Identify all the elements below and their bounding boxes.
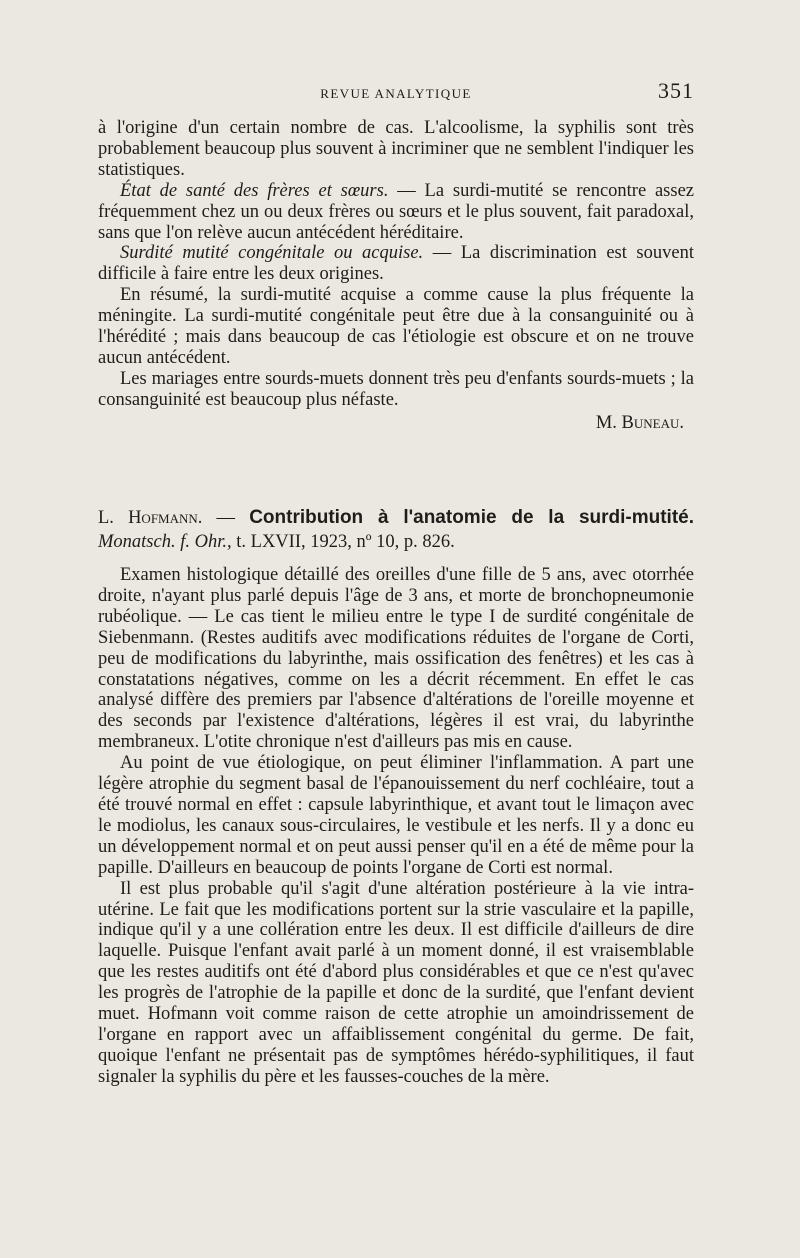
paragraph: Au point de vue étiologique, on peut éliminer l'inflammation. A part une légère atrophie du segment basal de l'épanouissement du nerf cochléaire, tout a été trouvé normal en effet : capsule labyrinthique, et avant tout le limaçon avec le modiolus, les canaux sous-circulaires, le vestibule et les nerfs. Il y a donc eu un développement normal et on peut aussi penser qu'il en a été de même pour la papille. D'ailleurs en beaucoup de points l'organe de Corti est normal. — [98, 753, 694, 878]
reviewer-signature: M. Buneau. — [595, 412, 684, 433]
author-name: L. Hofmann. — [98, 508, 203, 528]
article-title: Contribution à l'anatomie de la surdi-mutité. — [249, 507, 695, 528]
paragraph-text: — La surdi-mutité se rencontre assez fréquemment chez un ou deux frères ou sœurs et le plus souvent, fait paradoxal, sans que l'on relève aucun antécédent héréditaire. — [98, 180, 694, 243]
paragraph: Il est plus probable qu'il s'agit d'une altération postérieure à la vie intra-utérine. Le fait que les modifications portent sur la strie vasculaire et la papille, indique qu'il y a une collération entre les deux. Il est difficile d'ailleurs de dire laquelle. Puisque l'enfant avait parlé à un moment donné, il est vraisemblable que les restes auditifs ont été d'abord plus considérables et que ce n'est qu'avec les progrès de l'atrophie de la papille et donc de la surdité, que l'enfant devient muet. Hofmann voit comme raison de cette atrophie un amoindrissement de l'organe en rapport avec un affaiblissement congénital du germe. De fait, quoique l'enfant ne présentait pas de symptômes hérédo-syphilitiques, il faut signaler la syphilis du père et les fausses-couches de la mère. — [98, 878, 694, 1087]
paragraph: Les mariages entre sourds-muets donnent très peu d'enfants sourds-muets ; la consanguinité est beaucoup plus néfaste. — [98, 368, 694, 410]
running-title: REVUE ANALYTIQUE — [320, 86, 472, 101]
journal-name: Monatsch. f. Ohr., — [98, 532, 232, 552]
review-body — [98, 565, 694, 1088]
review-continued — [98, 118, 694, 434]
citation-dash: — — [202, 508, 250, 528]
paragraph — [98, 181, 694, 244]
section-heading: Surdité mutité congénitale ou acquise. — [120, 243, 424, 264]
page-header — [98, 78, 694, 108]
paragraph — [98, 243, 694, 285]
review-reference — [98, 506, 694, 554]
page-number: 351 — [658, 78, 694, 103]
citation — [98, 506, 694, 554]
paragraph: à l'origine d'un certain nombre de cas. L'alcoolisme, la syphilis sont très probablement beaucoup plus souvent à incriminer que ne semblent l'indiquer les statistiques. — [98, 118, 694, 180]
section-heading: État de santé des frères et sœurs. — [120, 180, 389, 201]
paragraph: En résumé, la surdi-mutité acquise a comme cause la plus fréquente la méningite. La surdi-mutité congénitale peut être due à la consanguinité ou à l'hérédité ; mais dans beaucoup de cas l'étiologie est obscure et on ne trouve aucun antécédent. — [98, 285, 694, 368]
paragraph-text: — La discrimination est souvent difficile à faire entre les deux origines. — [98, 243, 694, 285]
paragraph: Examen histologique détaillé des oreilles d'une fille de 5 ans, avec otorrhée droite, n'ayant plus parlé depuis l'âge de 3 ans, et morte de bronchopneumonie rubéolique. — Le cas tient le milieu entre le type I de surdité congénitale de Siebenmann. (Restes auditifs avec modifications réduites de l'organe de Corti, peu de modifications du labyrinthe, mais ossification des fenêtres) et les cas à constatations négatives, comme on les a décrit récemment. En effet le cas analysé diffère des premiers par l'absence d'altérations de l'oreille moyenne et des seconds par l'existence d'altérations, légères il est vrai, du labyrinthe membraneux. L'otite chronique n'est d'ailleurs pas mis en cause. — [98, 565, 694, 753]
citation-details: t. LXVII, 1923, nº 10, p. 826. — [231, 532, 455, 552]
